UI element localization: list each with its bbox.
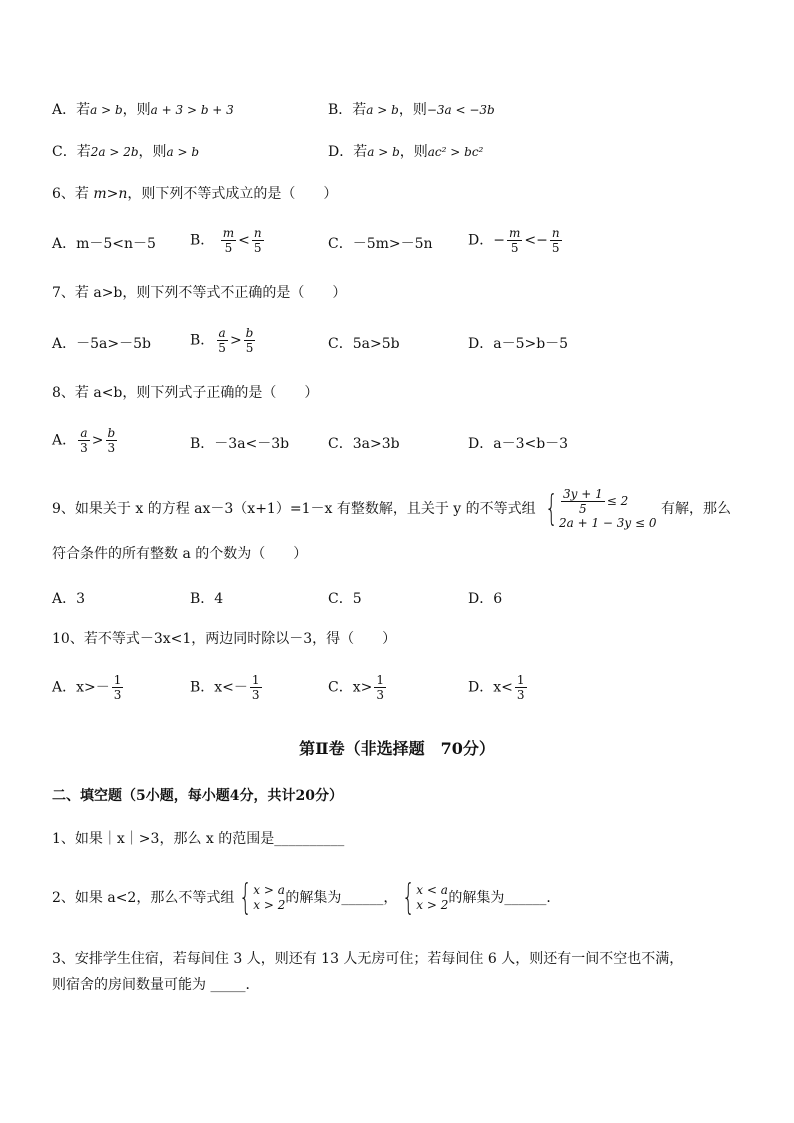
fraction <box>106 426 118 455</box>
system-line-1 <box>559 487 657 516</box>
system-lines <box>559 487 657 531</box>
numerator: n <box>253 226 262 240</box>
system-line-2: 2a + 1 − 3y ≤ 0 <box>559 516 657 530</box>
q10-stem: 10、若不等式－3x<1，两边同时除以－3，得（ ） <box>52 631 397 647</box>
numerator: 3y + 1 <box>563 487 603 501</box>
q9-option-b: B．4 <box>190 591 224 607</box>
operator: <− <box>524 232 548 249</box>
fraction <box>250 673 262 702</box>
option-connector: ，则 <box>398 102 427 118</box>
numerator: 1 <box>376 673 384 687</box>
left-brace: { <box>545 488 558 529</box>
q7-option-c: C．5a>5b <box>328 336 400 352</box>
system-line-2: x > 2 <box>253 898 286 912</box>
q8-option-b: B．－3a<－3b <box>190 436 290 452</box>
section-subtitle: 二、填空题（5小题，每小题4分，共计20分） <box>52 788 343 804</box>
q6-option-b <box>190 226 266 255</box>
fraction <box>252 226 264 255</box>
stem-text: ，则下列不等式成立的是（ ） <box>127 186 338 202</box>
numerator: b <box>245 326 254 340</box>
system-line-2: x > 2 <box>416 898 449 912</box>
left-brace: { <box>239 877 253 918</box>
stem-math: m>n <box>93 186 128 202</box>
denominator: 5 <box>218 341 226 355</box>
denominator: 3 <box>516 688 525 702</box>
fraction <box>515 673 527 702</box>
numerator: 1 <box>113 673 122 687</box>
left-brace: { <box>402 877 416 918</box>
denominator: 5 <box>253 241 262 255</box>
stem-text: 9、如果关于 x 的方程 ax－3（x+1）=1－x 有整数解，且关于 y 的不等式组 <box>52 501 536 517</box>
q6-option-a: A．m－5<n－5 <box>52 236 156 252</box>
fraction <box>561 487 605 516</box>
fraction <box>78 426 90 455</box>
fraction <box>216 326 228 355</box>
operator: > <box>229 332 242 349</box>
system-line-1: x < a <box>416 883 448 897</box>
fraction <box>550 226 562 255</box>
option-condition: a > b <box>367 145 400 159</box>
q9-stem-line2: 符合条件的所有整数 a 的个数为（ ） <box>52 546 308 562</box>
numerator: b <box>107 426 116 440</box>
fraction <box>507 226 522 255</box>
option-result: a + 3 > b + 3 <box>150 103 234 117</box>
q5-option-b <box>328 101 495 119</box>
q7-option-a: A．－5a>－5b <box>52 336 151 352</box>
option-connector: ，则 <box>399 144 428 160</box>
system-line-1: x > a <box>253 883 285 897</box>
option-label: B． <box>190 332 215 349</box>
q7-option-b <box>190 326 257 355</box>
denominator: 3 <box>80 441 88 455</box>
fill-question-1: 1、如果｜x｜>3，那么 x 的范围是__________ <box>52 831 345 847</box>
denominator: 5 <box>245 341 254 355</box>
inequality-system <box>540 487 656 531</box>
option-result: ac² > bc² <box>427 145 484 159</box>
option-label: B．若 <box>328 102 367 118</box>
fraction <box>221 226 236 255</box>
numerator: 1 <box>251 673 260 687</box>
option-condition: a > b <box>366 103 399 117</box>
q10-option-b <box>190 673 264 702</box>
fraction <box>244 326 256 355</box>
denominator: 3 <box>107 441 116 455</box>
q10-option-d <box>468 673 529 702</box>
fraction <box>112 673 124 702</box>
stem-text: 6、若 <box>52 186 94 202</box>
q8-option-c: C．3a>3b <box>328 436 400 452</box>
option-label: D．x< <box>468 679 513 696</box>
q9-option-a: A．3 <box>52 591 86 607</box>
numerator: m <box>508 226 521 240</box>
option-condition: 2a > 2b <box>90 145 139 159</box>
option-label: A．若 <box>52 102 91 118</box>
option-label: B． <box>190 232 215 249</box>
q5-option-d <box>328 143 483 161</box>
q9-option-d: D．6 <box>468 591 503 607</box>
system-lines <box>416 883 448 913</box>
q10-option-c <box>328 673 388 702</box>
fill-question-3-line2: 则宿舍的房间数量可能为 _____． <box>52 977 260 993</box>
denominator: 3 <box>251 688 260 702</box>
denominator: 5 <box>579 502 587 516</box>
stem-text: 的解集为______． <box>448 890 561 906</box>
q8-option-d: D．a－3<b－3 <box>468 436 569 452</box>
q8-option-a <box>52 426 119 455</box>
system-lines <box>253 883 285 913</box>
q6-option-c: C．－5m>－5n <box>328 236 433 252</box>
option-label: B．x<－ <box>190 679 248 696</box>
option-label: C．若 <box>52 144 91 160</box>
option-connector: ，则 <box>138 144 167 160</box>
q9-option-c: C．5 <box>328 591 362 607</box>
option-label: A．x>－ <box>52 679 110 696</box>
option-label: D．若 <box>328 144 368 160</box>
stem-text: 有解，那么 <box>660 501 731 517</box>
option-connector: ，则 <box>122 102 151 118</box>
denominator: 3 <box>376 688 384 702</box>
q5-option-a <box>52 101 234 119</box>
fill-question-2 <box>52 878 560 918</box>
fill-question-3-line1: 3、安排学生住宿，若每间住 3 人，则还有 13 人无房可住；若每间住 6 人，则还有一间不空也不满， <box>52 951 684 967</box>
denominator: 3 <box>113 688 122 702</box>
section-title: 第Ⅱ卷（非选择题 70分） <box>299 739 495 758</box>
option-label: A． <box>52 432 77 449</box>
q7-stem: 7、若 a>b，则下列不等式不正确的是（ ） <box>52 285 347 301</box>
q6-stem <box>52 185 337 203</box>
inequality-system-1 <box>234 877 286 918</box>
denominator: 5 <box>224 241 233 255</box>
fraction <box>374 673 386 702</box>
numerator: 1 <box>516 673 525 687</box>
option-result: a > b <box>166 145 200 159</box>
q5-option-c <box>52 143 199 161</box>
option-label: D．− <box>468 232 505 249</box>
stem-text: 的解集为______， <box>285 890 398 906</box>
numerator: m <box>222 226 235 240</box>
option-condition: a > b <box>90 103 123 117</box>
denominator: 5 <box>551 241 560 255</box>
option-result: −3a < −3b <box>426 103 495 117</box>
denominator: 5 <box>510 241 519 255</box>
operator: > <box>91 432 104 449</box>
q6-option-d <box>468 226 564 255</box>
inequality-system-2 <box>397 877 449 918</box>
operator: < <box>238 232 250 249</box>
relation: ≤ 2 <box>606 494 629 508</box>
option-label: C．x> <box>328 679 373 696</box>
numerator: n <box>551 226 560 240</box>
numerator: a <box>218 326 226 340</box>
stem-text: 2、如果 a<2，那么不等式组 <box>52 890 235 906</box>
q10-option-a <box>52 673 125 702</box>
q9-stem <box>52 484 731 534</box>
q8-stem: 8、若 a<b，则下列式子正确的是（ ） <box>52 385 319 401</box>
numerator: a <box>80 426 88 440</box>
q7-option-d: D．a－5>b－5 <box>468 336 569 352</box>
